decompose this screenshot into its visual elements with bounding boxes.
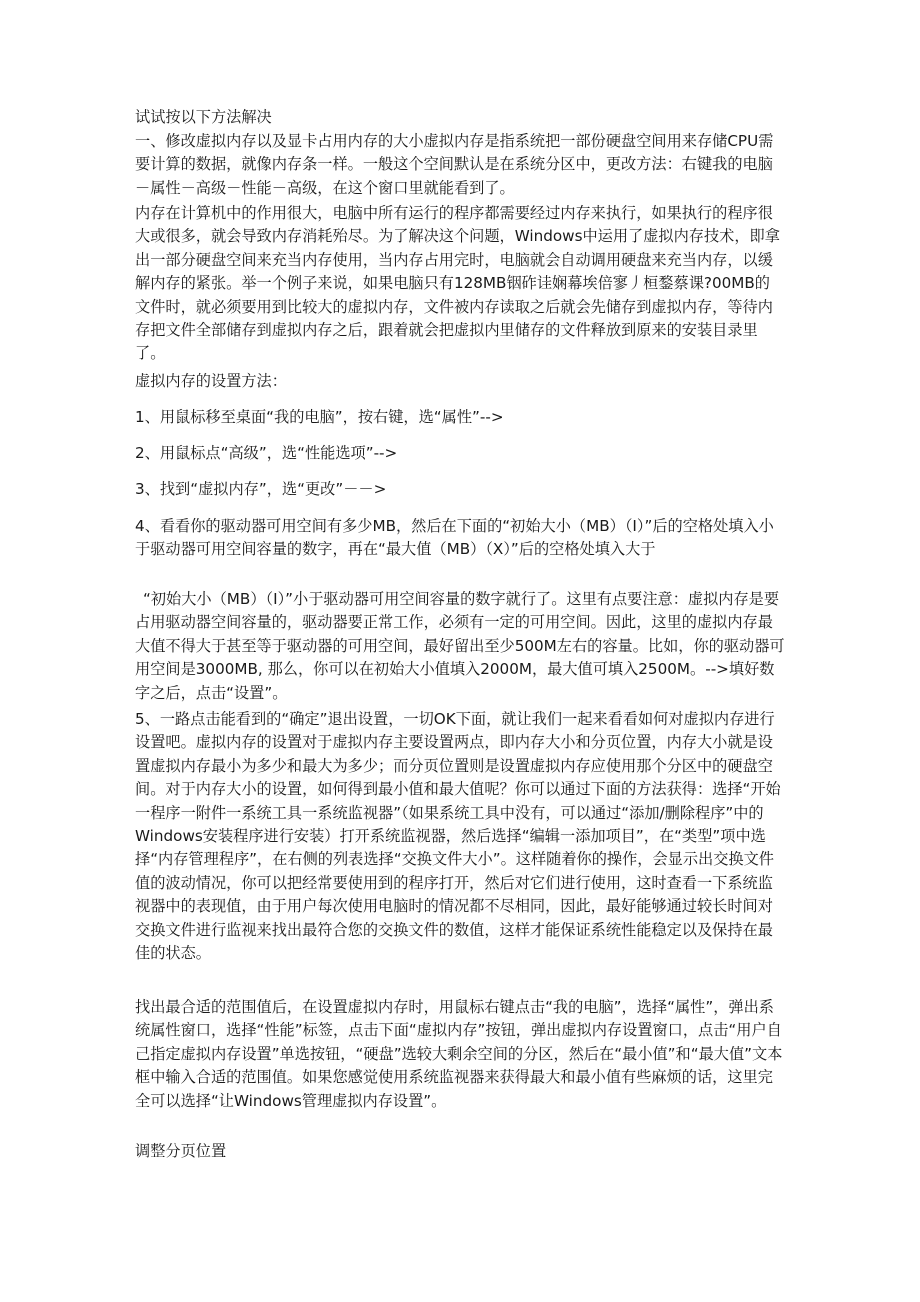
adjust-paging-heading: 调整分页位置 (135, 1142, 227, 1160)
step-1: 1、用鼠标移至桌面“我的电脑”，按右键，选“属性”--> (135, 408, 504, 426)
step-2: 2、用鼠标点“高级”，选“性能选项”--> (135, 444, 398, 462)
memory-explanation-paragraph: 内存在计算机中的作用很大，电脑中所有运行的程序都需要经过内存来执行，如果执行的程序很大或很多，就会导致内存消耗殆尽。为了解决这个问题，Windows中运用了虚拟内存技术，即拿出一部分硬盘空间来充当内存使用，当内存占用完时，电脑就会自动调用硬盘来充当内存，以缓解内存的紧张。举一个例子来说，如果电脑只有128MB铟砟诖娴幕埃倍寥丿桓鍪蔡课?00MB的文件时，就必须要用到比较大的虚拟内存，文件被内存读取之后就会先储存到虚拟内存，等待内存把文件全部储存到虚拟内存之后，跟着就会把虚拟内里储存的文件释放到原来的安装目录里了。 (135, 204, 780, 363)
step-4-continuation: “初始大小（MB）（I）”小于驱动器可用空间容量的数字就行了。这里有点要注意：虚拟内存是要占用驱动器空间容量的，驱动器要正常工作，必须有一定的可用空间。因此，这里的虚拟内存最大值不得大于甚至等于驱动器的可用空间，最好留出至少500M左右的容量。比如，你的驱动器可用空间是3000MB, 那么，你可以在初始大小值填入2000M，最大值可填入2500M。-->填好数字之后，点击“设置”。 (135, 590, 785, 702)
range-setting-paragraph: 找出最合适的范围值后，在设置虚拟内存时，用鼠标右键点击“我的电脑”，选择“属性”，弹出系统属性窗口，选择“性能”标签，点击下面“虚拟内存”按钮，弹出虚拟内存设置窗口，点击“用户自己指定虚拟内存设置”单选按钮，“硬盘”选较大剩余空间的分区，然后在“最小值”和“最大值”文本框中输入合适的范围值。如果您感觉使用系统监视器来获得最大和最小值有些麻烦的话，这里完全可以选择“让Windows管理虚拟内存设置”。 (135, 998, 783, 1110)
step-3: 3、找到“虚拟内存”，选“更改”－－> (135, 480, 387, 498)
section-1-paragraph: 一、修改虚拟内存以及显卡占用内存的大小虚拟内存是指系统把一部份硬盘空间用来存储CPU需要计算的数据，就像内存条一样。一般这个空间默认是在系统分区中，更改方法：右键我的电脑－属性－高级－性能－高级，在这个窗口里就能看到了。 (135, 132, 774, 197)
settings-heading: 虚拟内存的设置方法： (135, 372, 287, 390)
intro-line: 试试按以下方法解决 (135, 108, 272, 126)
step-4: 4、看看你的驱动器可用空间有多少MB，然后在下面的“初始大小（MB）（I）”后的空格处填入小于驱动器可用空间容量的数字，再在“最大值（MB）（X）”后的空格处填入大于 (135, 517, 774, 559)
step-5: 5、一路点击能看到的“确定”退出设置，一切OK下面，就让我们一起来看看如何对虚拟内存进行设置吧。虚拟内存的设置对于虚拟内存主要设置两点，即内存大小和分页位置，内存大小就是设置虚拟内存最小为多少和最大为多少；而分页位置则是设置虚拟内存应使用那个分区中的硬盘空间。对于内存大小的设置，如何得到最小值和最大值呢？你可以通过下面的方法获得：选择“开始一程序一附件一系统工具一系统监视器”（如果系统工具中没有，可以通过“添加/删除程序”中的Windows安装程序进行安装）打开系统监视器，然后选择“编辑一添加项目”，在“类型”项中选择“内存管理程序”，在右侧的列表选择“交换文件大小”。这样随着你的操作，会显示出交换文件值的波动情况，你可以把经常要使用到的程序打开，然后对它们进行使用，这时查看一下系统监视器中的表现值，由于用户每次使用电脑时的情况都不尽相同，因此，最好能够通过较长时间对交换文件进行监视来找出最符合您的交换文件的数值，这样才能保证系统性能稳定以及保持在最佳的状态。 (135, 710, 781, 963)
